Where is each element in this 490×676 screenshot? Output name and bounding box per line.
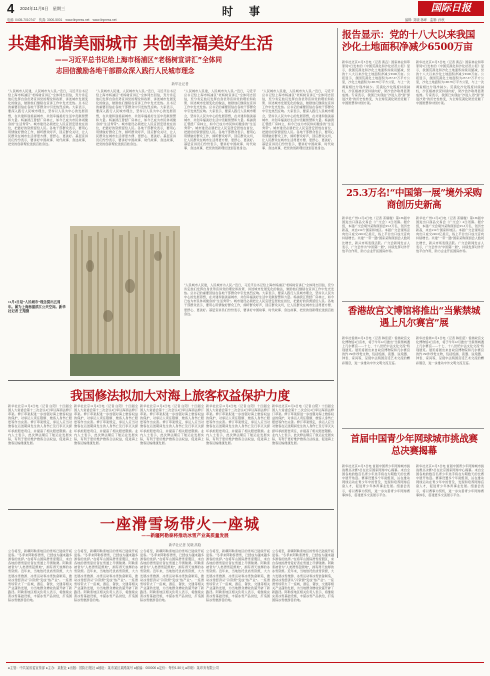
issue-date: 2024年11月6日 星期三 <box>20 6 66 11</box>
lead-subtitle-2: 志回信激励各地干部群众深入践行人民城市理念 <box>56 67 195 75</box>
column-divider <box>337 28 338 558</box>
photo-caption: 11月2日是“人民城市”理念提出五周年。图为上海杨浦滨江公共空间。新华社记者 王翔摄 <box>8 300 66 314</box>
lead-byline: 新华社记者 <box>171 82 189 86</box>
right-top-body-2: 新华社北京11月5日电（记者 黄垚）国家林业和草原局5日发布的《中国荒漠化和沙化状况公报》显示，我国荒漠化和沙化土地面积持续双缩减，党的十八大以来沙化土地面积净减少6500万亩。公报显示，我国荒漠化土地面积为257.37万平方公里，沙化土地面积为168.78万平方公里，与上一次调查相比分别净减少。荒漠化沙化程度持续减轻，沙区植被状况持续向好，防沙治沙取得显著成效。专家表示，我国已实现由“沙进人退”到“绿进沙退”的历史性转变，为全球荒漠化防治贡献了中国智慧和中国方案。 <box>416 60 484 105</box>
right-low-headline: 香港故宫文博馆将推出“当紫禁城遇上凡尔赛宫”展 <box>347 306 481 329</box>
right-bottom-headline: 首届中国青少年网球城市挑战赛总决赛揭幕 <box>350 434 478 457</box>
right-divider-2 <box>342 301 484 302</box>
newspaper-logo: 国际日报 <box>418 1 484 16</box>
masthead <box>0 0 490 24</box>
section-title: 时 事 <box>222 5 266 18</box>
page-number: 4 <box>7 1 15 16</box>
bottom-byline: 新华社记者 吴晓 高晗 <box>168 543 202 547</box>
bottom-body-5: 立冬将至，新疆阿勒泰地区的雪场已陆续开板迎客。“冬季来阿勒泰滑雪，已经成为越来越多游客的选择。”在将军山国际滑雪度假区，来自各地的滑雪爱好者在雪道上尽情驰骋。阿勒泰被誉为“人类滑雪起源地”，拥有得天独厚的冰雪资源。近年来，当地依托优质雪资源，大力发展冰雪旅游、冰雪运动和冰雪装备制造，推动冰雪经济从“冷资源”变成“热产业”。一座滑雪场带火了一座城，酒店、餐饮、交通等相关产业蓬勃发展，为当地群众增收致富开辟了新路径。阿勒泰地区相关负责人表示，将继续完善冰雪基础设施，丰富冰雪产品供给，打造国际冰雪旅游目的地。 <box>272 549 334 603</box>
bottom-body-4: 立冬将至，新疆阿勒泰地区的雪场已陆续开板迎客。“冬季来阿勒泰滑雪，已经成为越来越多游客的选择。”在将军山国际滑雪度假区，来自各地的滑雪爱好者在雪道上尽情驰骋。阿勒泰被誉为“人类滑雪起源地”，拥有得天独厚的冰雪资源。近年来，当地依托优质雪资源，大力发展冰雪旅游、冰雪运动和冰雪装备制造，推动冰雪经济从“冷资源”变成“热产业”。一座滑雪场带火了一座城，酒店、餐饮、交通等相关产业蓬勃发展，为当地群众增收致富开辟了新路径。阿勒泰地区相关负责人表示，将继续完善冰雪基础设施，丰富冰雪产品供给，打造国际冰雪旅游目的地。 <box>206 549 270 603</box>
right-mid-body-2: 新华社广州11月4日电（记者 邓瑞璇）第136届中国进出口商品交易会（广交会）4日闭幕。据介绍，本届广交会境外采购商到会25.3万名，创历史新高，来自214个国家和地区。本届广交会现场意向出口成交249.5亿美元，线上平台出口成交意向持续增长。共建“一带一路”国家采购商到会人数同比增长，新兴市场表现活跃。广交会新闻发言人表示，广交会作为“中国第一展”，持续发挥对外开放平台作用，助力企业开拓国际市场。 <box>416 216 484 253</box>
lead-body-col-1: “人民城市人民建，人民城市为人民。”近日，习近平总书记给上海市杨浦区“老杨树宣讲汇”全体同志回信，充分肯定他们发挥自身优势宣讲党的理论和政策、讲述城市发展变化的做法，勉励他们继续在宣讲工作中发光发热。总书记的重要回信在各地干部群众中引发热烈反响。大家表示，要深入践行人民城市理念，坚持以人民为中心的发展思想，在共建和谐美丽城市、共创幸福美好生活中贡献智慧和力量。杨浦滨江曾经厂房林立，如今已成为市民休闲健身的“生活秀带”。城市建设必须把让人民宜居安居放在首位，把最好的资源留给人民。各地干部群众表示，要用心用情做好群众工作，倾听群众呼声，回应群众关切，让人民群众在城市生活得更方便、更舒心、更美好。基层宣讲员们纷纷表示，要讲好中国故事、时代故事、身边故事，把党的创新理论送到百姓身边。 <box>8 89 88 147</box>
bottom-subtitle: ——新疆阿勒泰将推动冰雪产业高质量发展 <box>141 534 229 539</box>
middle-body-3: 新华社北京11月4日电（记者 白阳）十四届全国人大常委会第十二次会议4日审议海商法修订草案。修订草案拟进一步加强对海上旅客权益的保护，对承运人责任限额、旅客人身伤亡赔偿等作出完善。修订草案规定，承运人应当对旅客在运送期间发生的人身伤亡及行李灭失损坏承担赔偿责任，并提高了相关赔偿限额。业内人士表示，此次修法顺应了航运业发展实际，有利于更好维护旅客合法权益，促进海上旅客运输健康发展。 <box>140 404 204 445</box>
middle-body-5: 新华社北京11月4日电（记者 白阳）十四届全国人大常委会第十二次会议4日审议海商法修订草案。修订草案拟进一步加强对海上旅客权益的保护，对承运人责任限额、旅客人身伤亡赔偿等作出完善。修订草案规定，承运人应当对旅客在运送期间发生的人身伤亡及行李灭失损坏承担赔偿责任，并提高了相关赔偿限额。业内人士表示，此次修法顺应了航运业发展实际，有利于更好维护旅客合法权益，促进海上旅客运输健康发展。 <box>272 404 334 445</box>
lead-headline: 共建和谐美丽城市 共创幸福美好生活 <box>8 34 273 53</box>
middle-body-1: 新华社北京11月4日电（记者 白阳）十四届全国人大常委会第十二次会议4日审议海商法修订草案。修订草案拟进一步加强对海上旅客权益的保护，对承运人责任限额、旅客人身伤亡赔偿等作出完善。修订草案规定，承运人应当对旅客在运送期间发生的人身伤亡及行李灭失损坏承担赔偿责任，并提高了相关赔偿限额。业内人士表示，此次修法顺应了航运业发展实际，有利于更好维护旅客合法权益，促进海上旅客运输健康发展。 <box>8 404 72 445</box>
right-low-body-1: 新华社香港11月4日电（记者 韩佳诺）香港故宫文化博物馆4日宣布，将于今年12月推出“当紫禁城遇上凡尔赛宫——十七、十八世纪中法文化交流”特别展览。展览将展出来自故宫博物院和凡尔赛宫的约150件珍贵文物，包括绘画、瓷器、珐琅器、钟表、家具等，呈现中法两国宫廷艺术交流的精彩篇章，进一步推动中外文明交流互鉴。 <box>342 336 410 365</box>
bottom-headline: 一座滑雪场带火一座城 <box>99 515 260 533</box>
right-divider-3 <box>342 428 484 429</box>
masthead-rule <box>6 22 484 23</box>
contact-line: 电邮: 0405-7010747 传真: 3000-5001 www.linpress.net www.linpress.net <box>7 18 117 22</box>
middle-headline: 我国修法拟加大对海上旅客权益保护力度 <box>70 388 290 403</box>
bottom-top-rule <box>8 509 334 510</box>
right-divider-1 <box>342 184 484 185</box>
lead-body-col-2: “人民城市人民建，人民城市为人民。”近日，习近平总书记给上海市杨浦区“老杨树宣讲汇”全体同志回信，充分肯定他们发挥自身优势宣讲党的理论和政策、讲述城市发展变化的做法，勉励他们继续在宣讲工作中发光发热。总书记的重要回信在各地干部群众中引发热烈反响。大家表示，要深入践行人民城市理念，坚持以人民为中心的发展思想，在共建和谐美丽城市、共创幸福美好生活中贡献智慧和力量。杨浦滨江曾经厂房林立，如今已成为市民休闲健身的“生活秀带”。城市建设必须把让人民宜居安居放在首位，把最好的资源留给人民。各地干部群众表示，要用心用情做好群众工作，倾听群众呼声，回应群众关切，让人民群众在城市生活得更方便、更舒心、更美好。基层宣讲员们纷纷表示，要讲好中国故事、时代故事、身边故事，把党的创新理论送到百姓身边。 <box>96 89 176 147</box>
right-low-body-2: 新华社香港11月4日电（记者 韩佳诺）香港故宫文化博物馆4日宣布，将于今年12月推出“当紫禁城遇上凡尔赛宫——十七、十八世纪中法文化交流”特别展览。展览将展出来自故宫博物院和凡尔赛宫的约150件珍贵文物，包括绘画、瓷器、珐琅器、钟表、家具等，呈现中法两国宫廷艺术交流的精彩篇章，进一步推动中外文明交流互鉴。 <box>416 336 484 365</box>
cliff-illustration <box>70 226 180 376</box>
middle-body-4: 新华社北京11月4日电（记者 白阳）十四届全国人大常委会第十二次会议4日审议海商法修订草案。修订草案拟进一步加强对海上旅客权益的保护，对承运人责任限额、旅客人身伤亡赔偿等作出完善。修订草案规定，承运人应当对旅客在运送期间发生的人身伤亡及行李灭失损坏承担赔偿责任，并提高了相关赔偿限额。业内人士表示，此次修法顺应了航运业发展实际，有利于更好维护旅客合法权益，促进海上旅客运输健康发展。 <box>206 404 270 445</box>
lead-body-col-4: “人民城市人民建，人民城市为人民。”近日，习近平总书记给上海市杨浦区“老杨树宣讲汇”全体同志回信，充分肯定他们发挥自身优势宣讲党的理论和政策、讲述城市发展变化的做法，勉励他们继续在宣讲工作中发光发热。总书记的重要回信在各地干部群众中引发热烈反响。大家表示，要深入践行人民城市理念，坚持以人民为中心的发展思想，在共建和谐美丽城市、共创幸福美好生活中贡献智慧和力量。杨浦滨江曾经厂房林立，如今已成为市民休闲健身的“生活秀带”。城市建设必须把让人民宜居安居放在首位，把最好的资源留给人民。各地干部群众表示，要用心用情做好群众工作，倾听群众呼声，回应群众关切，让人民群众在城市生活得更方便、更舒心、更美好。基层宣讲员们纷纷表示，要讲好中国故事、时代故事、身边故事，把党的创新理论送到百姓身边。 <box>262 89 334 151</box>
bottom-body-2: 立冬将至，新疆阿勒泰地区的雪场已陆续开板迎客。“冬季来阿勒泰滑雪，已经成为越来越多游客的选择。”在将军山国际滑雪度假区，来自各地的滑雪爱好者在雪道上尽情驰骋。阿勒泰被誉为“人类滑雪起源地”，拥有得天独厚的冰雪资源。近年来，当地依托优质雪资源，大力发展冰雪旅游、冰雪运动和冰雪装备制造，推动冰雪经济从“冷资源”变成“热产业”。一座滑雪场带火了一座城，酒店、餐饮、交通等相关产业蓬勃发展，为当地群众增收致富开辟了新路径。阿勒泰地区相关负责人表示，将继续完善冰雪基础设施，丰富冰雪产品供给，打造国际冰雪旅游目的地。 <box>74 549 138 603</box>
lead-subtitle-1: ——习近平总书记给上海市杨浦区“老杨树宣讲汇”全体同 <box>55 56 222 64</box>
middle-body-2: 新华社北京11月4日电（记者 白阳）十四届全国人大常委会第十二次会议4日审议海商法修订草案。修订草案拟进一步加强对海上旅客权益的保护，对承运人责任限额、旅客人身伤亡赔偿等作出完善。修订草案规定，承运人应当对旅客在运送期间发生的人身伤亡及行李灭失损坏承担赔偿责任，并提高了相关赔偿限额。业内人士表示，此次修法顺应了航运业发展实际，有利于更好维护旅客合法权益，促进海上旅客运输健康发展。 <box>74 404 138 445</box>
right-top-body-1: 新华社北京11月5日电（记者 黄垚）国家林业和草原局5日发布的《中国荒漠化和沙化状况公报》显示，我国荒漠化和沙化土地面积持续双缩减，党的十八大以来沙化土地面积净减少6500万亩。公报显示，我国荒漠化土地面积为257.37万平方公里，沙化土地面积为168.78万平方公里，与上一次调查相比分别净减少。荒漠化沙化程度持续减轻，沙区植被状况持续向好，防沙治沙取得显著成效。专家表示，我国已实现由“沙进人退”到“绿进沙退”的历史性转变，为全球荒漠化防治贡献了中国智慧和中国方案。 <box>342 60 410 105</box>
right-mid-headline: 25.3万名!“中国第一展”境外采购商创历史新高 <box>346 188 482 211</box>
editor-line: 编辑: 刘晓 林峰 监制: 孙秋 <box>405 18 445 22</box>
bottom-body-3: 立冬将至，新疆阿勒泰地区的雪场已陆续开板迎客。“冬季来阿勒泰滑雪，已经成为越来越多游客的选择。”在将军山国际滑雪度假区，来自各地的滑雪爱好者在雪道上尽情驰骋。阿勒泰被誉为“人类滑雪起源地”，拥有得天独厚的冰雪资源。近年来，当地依托优质雪资源，大力发展冰雪旅游、冰雪运动和冰雪装备制造，推动冰雪经济从“冷资源”变成“热产业”。一座滑雪场带火了一座城，酒店、餐饮、交通等相关产业蓬勃发展，为当地群众增收致富开辟了新路径。阿勒泰地区相关负责人表示，将继续完善冰雪基础设施，丰富冰雪产品供给，打造国际冰雪旅游目的地。 <box>140 549 204 603</box>
lead-photo <box>70 226 180 376</box>
middle-top-rule <box>8 380 334 381</box>
lead-body-col-3b: “人民城市人民建，人民城市为人民。”近日，习近平总书记给上海市杨浦区“老杨树宣讲汇”全体同志回信，充分肯定他们发挥自身优势宣讲党的理论和政策、讲述城市发展变化的做法，勉励他们继续在宣讲工作中发光发热。总书记的重要回信在各地干部群众中引发热烈反响。大家表示，要深入践行人民城市理念，坚持以人民为中心的发展思想，在共建和谐美丽城市、共创幸福美好生活中贡献智慧和力量。杨浦滨江曾经厂房林立，如今已成为市民休闲健身的“生活秀带”。城市建设必须把让人民宜居安居放在首位，把最好的资源留给人民。各地干部群众表示，要用心用情做好群众工作，倾听群众呼声，回应群众关切，让人民群众在城市生活得更方便、更舒心、更美好。基层宣讲员们纷纷表示，要讲好中国故事、时代故事、身边故事，把党的创新理论送到百姓身边。 <box>184 283 334 316</box>
right-bottom-body-2: 新华社北京11月5日电 首届中国青少年网球城市挑战赛总决赛5日在北京国家网球中心揭幕。来自全国各地的数百名青少年选手将在为期数天的比赛中展开角逐。赛事设置多个年龄组别，旨在推动网球运动在青少年中的普及，发现和培养网球后备人才，促进青少年体育事业发展。组委会表示，将以赛事为契机，进一步完善青少年网球赛事体系，搭建更多交流展示平台。 <box>416 464 484 497</box>
bottom-body-1: 立冬将至，新疆阿勒泰地区的雪场已陆续开板迎客。“冬季来阿勒泰滑雪，已经成为越来越多游客的选择。”在将军山国际滑雪度假区，来自各地的滑雪爱好者在雪道上尽情驰骋。阿勒泰被誉为“人类滑雪起源地”，拥有得天独厚的冰雪资源。近年来，当地依托优质雪资源，大力发展冰雪旅游、冰雪运动和冰雪装备制造，推动冰雪经济从“冷资源”变成“热产业”。一座滑雪场带火了一座城，酒店、餐饮、交通等相关产业蓬勃发展，为当地群众增收致富开辟了新路径。阿勒泰地区相关负责人表示，将继续完善冰雪基础设施，丰富冰雪产品供给，打造国际冰雪旅游目的地。 <box>8 549 72 603</box>
lead-body-col-3: “人民城市人民建，人民城市为人民。”近日，习近平总书记给上海市杨浦区“老杨树宣讲汇”全体同志回信，充分肯定他们发挥自身优势宣讲党的理论和政策、讲述城市发展变化的做法，勉励他们继续在宣讲工作中发光发热。总书记的重要回信在各地干部群众中引发热烈反响。大家表示，要深入践行人民城市理念，坚持以人民为中心的发展思想，在共建和谐美丽城市、共创幸福美好生活中贡献智慧和力量。杨浦滨江曾经厂房林立，如今已成为市民休闲健身的“生活秀带”。城市建设必须把让人民宜居安居放在首位，把最好的资源留给人民。各地干部群众表示，要用心用情做好群众工作，倾听群众呼声，回应群众关切，让人民群众在城市生活得更方便、更舒心、更美好。基层宣讲员们纷纷表示，要讲好中国故事、时代故事、身边故事，把党的创新理论送到百姓身边。 <box>184 89 256 151</box>
footer-imprint: ●主管：中共某省委宣传部 ●主办：某报社 ●出版：国际日报社 ●地址：某市某区某路某号 ●邮编：000000 ●定价：每份1.50元 ●印刷：某印务有限公司 <box>8 666 219 670</box>
right-top-headline: 报告显示：党的十八大以来我国沙化土地面积净减少6500万亩 <box>342 30 475 53</box>
right-mid-body-1: 新华社广州11月4日电（记者 邓瑞璇）第136届中国进出口商品交易会（广交会）4日闭幕。据介绍，本届广交会境外采购商到会25.3万名，创历史新高，来自214个国家和地区。本届广交会现场意向出口成交249.5亿美元，线上平台出口成交意向持续增长。共建“一带一路”国家采购商到会人数同比增长，新兴市场表现活跃。广交会新闻发言人表示，广交会作为“中国第一展”，持续发挥对外开放平台作用，助力企业开拓国际市场。 <box>342 216 410 253</box>
right-bottom-body-1: 新华社北京11月5日电 首届中国青少年网球城市挑战赛总决赛5日在北京国家网球中心揭幕。来自全国各地的数百名青少年选手将在为期数天的比赛中展开角逐。赛事设置多个年龄组别，旨在推动网球运动在青少年中的普及，发现和培养网球后备人才，促进青少年体育事业发展。组委会表示，将以赛事为契机，进一步完善青少年网球赛事体系，搭建更多交流展示平台。 <box>342 464 410 497</box>
footer-rule <box>6 662 484 663</box>
